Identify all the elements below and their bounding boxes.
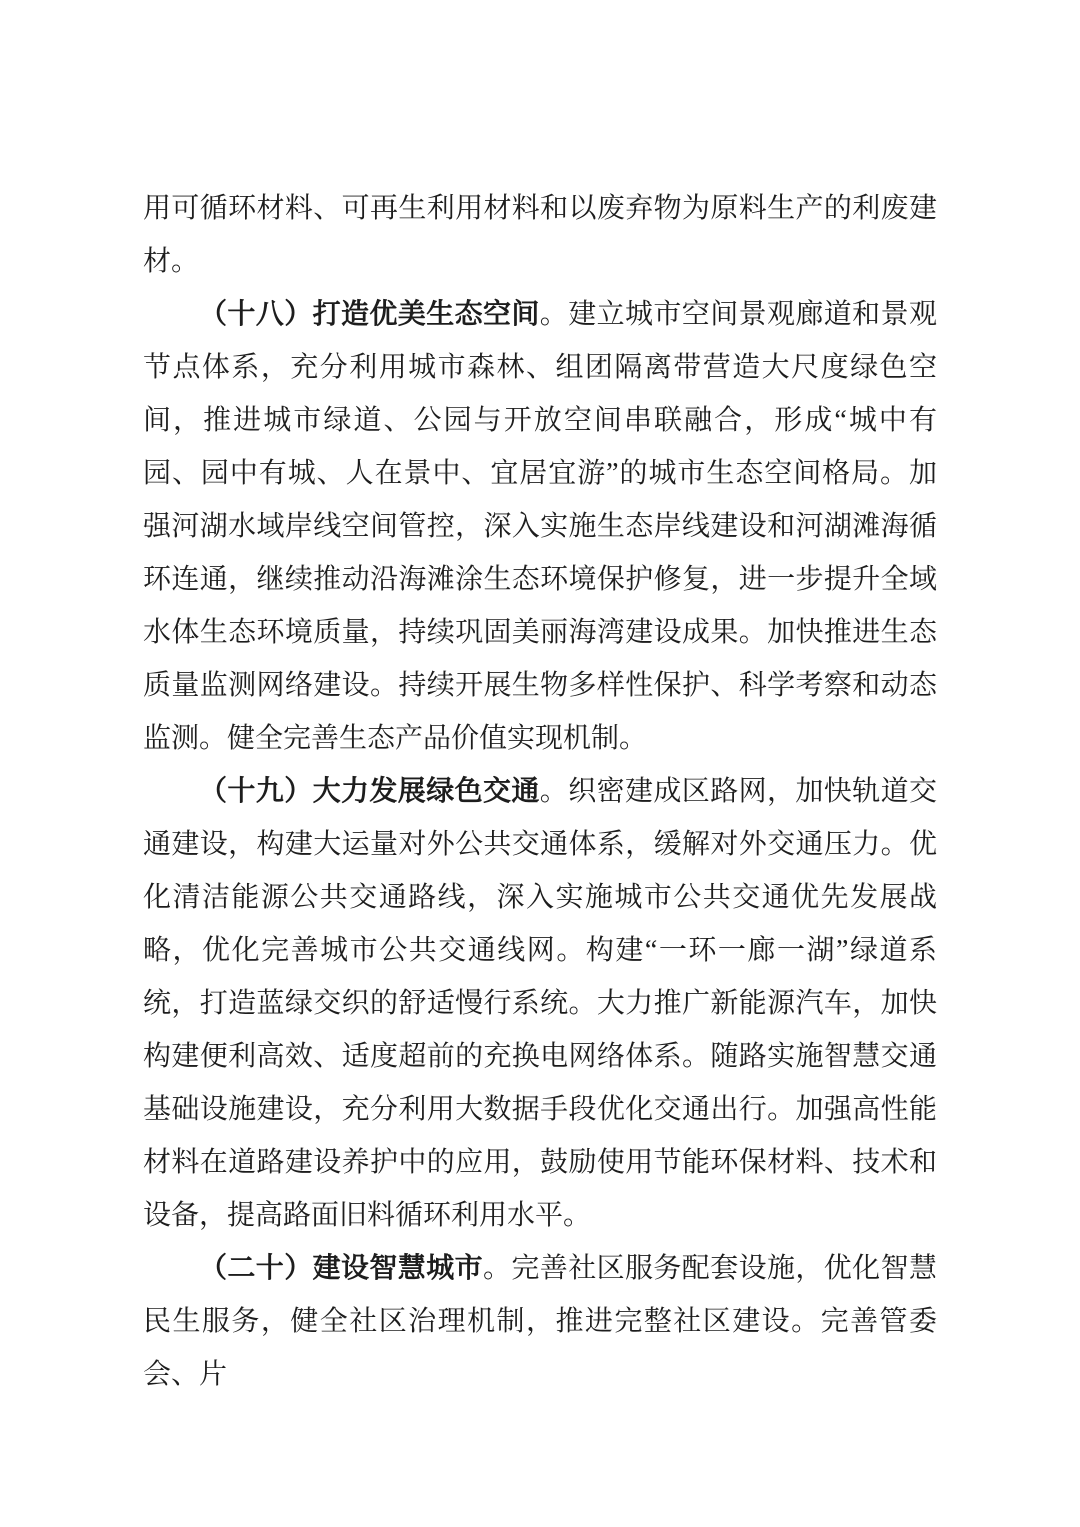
paragraph-section-18 [143, 288, 937, 765]
section-18-heading: （十八）打造优美生态空间 [199, 299, 540, 330]
paragraph-continuation [143, 182, 937, 288]
section-19-heading: （十九）大力发展绿色交通 [199, 776, 540, 807]
document-body [143, 182, 937, 1401]
section-20-heading: （二十）建设智慧城市 [199, 1253, 483, 1284]
section-19-body-text: 。织密建成区路网，加快轨道交通建设，构建大运量对外公共交通体系，缓解对外交通压力。优化清洁能源公共交通路线，深入实施城市公共交通优先发展战略，优化完善城市公共交通线网。构建“一环一廊一湖”绿道系统，打造蓝绿交织的舒适慢行系统。大力推广新能源汽车，加快构建便利高效、适度超前的充换电网络体系。随路实施智慧交通基础设施建设，充分利用大数据手段优化交通出行。加强高性能材料在道路建设养护中的应用，鼓励使用节能环保材料、技术和设备，提高路面旧料循环利用水平。 [143, 776, 937, 1231]
section-20-body-text: 。完善社区服务配套设施，优化智慧民生服务，健全社区治理机制，推进完整社区建设。完善管委会、片 [143, 1253, 937, 1390]
paragraph-text: 用可循环材料、可再生利用材料和以废弃物为原料生产的利废建材。 [143, 193, 937, 277]
section-18-body-text: 。建立城市空间景观廊道和景观节点体系，充分利用城市森林、组团隔离带营造大尺度绿色空间，推进城市绿道、公园与开放空间串联融合，形成“城中有园、园中有城、人在景中、宜居宜游”的城市生态空间格局。加强河湖水域岸线空间管控，深入实施生态岸线建设和河湖滩海循环连通，继续推动沿海滩涂生态环境保护修复，进一步提升全域水体生态环境质量，持续巩固美丽海湾建设成果。加快推进生态质量监测网络建设。持续开展生物多样性保护、科学考察和动态监测。健全完善生态产品价值实现机制。 [143, 299, 937, 754]
paragraph-section-19 [143, 765, 937, 1242]
paragraph-section-20 [143, 1242, 937, 1401]
